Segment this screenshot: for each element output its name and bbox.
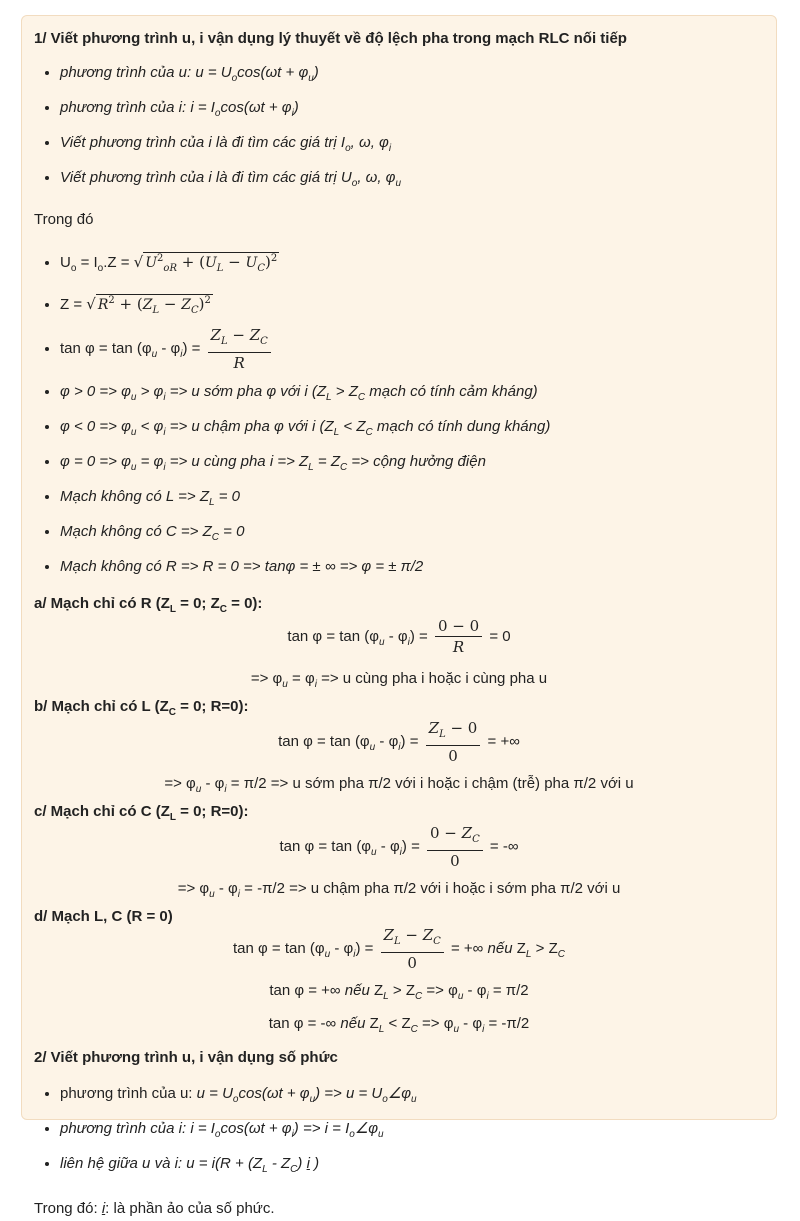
section-c-result: => $\varphi_u - \varphi_i = -\pi/2 => u$ chậm pha π/2 với i hoặc i sớm pha π/2 với u [177, 879, 621, 900]
section-d-case-2: tan φ = -∞ nếu $Z_L < Z_C => \varphi_u - \varphi_i = -\pi/2$ [268, 1014, 530, 1035]
list-item: • Viết phương trình của i là đi tìm các giá trị $I_o$, ω, $\varphi_i$ [60, 128, 764, 163]
section-b-equation: $\tan \varphi = \tan (\varphi_u - \varphi_i)$ = $\frac{Z_L - 0}{0}$ = +∞ [278, 718, 520, 765]
list-item: • liên hệ giữa u và i: $u = i(R + (Z_L - Z_C)$ i ) [60, 1149, 764, 1184]
section-a-equation: $\tan \varphi = \tan (\varphi_u - \varphi_i)$ = $\frac{0 - 0}{R}$ = 0 [287, 617, 511, 657]
list-item: • Mạch không có $L => Z_L = 0$ [60, 482, 764, 517]
formula-list [34, 242, 764, 581]
list-item: • $\tan \varphi = \tan (\varphi_u - \varphi_i)$ = $\frac{Z_L - Z_C}{R}$ [60, 325, 764, 377]
section-b-result: => $\varphi_u - \varphi_i = \pi/2 => u$ sớm pha π/2 với i hoặc i chậm (trễ) pha π/2 với u [164, 774, 634, 795]
section-a-result: => $\varphi_u = \varphi_i => u$ cùng pha i hoặc i cùng pha u [250, 669, 548, 690]
content-card [21, 15, 777, 1217]
list-item: • phương trình của i: $i = I_o\cos(\omega t + \varphi_i) => i$ = $I_o\angle\varphi_u$ [60, 1114, 764, 1149]
heading-2: 2/ Viết phương trình u, i vận dụng số phức [34, 1048, 338, 1066]
section-d-case-1: tan φ = +∞ nếu $Z_L > Z_C => \varphi_u - \varphi_i = \pi/2$ [269, 981, 529, 1002]
section-c-equation: $\tan \varphi = \tan (\varphi_u - \varphi_i)$ = $\frac{0 - Z_C}{0}$ = -∞ [279, 823, 519, 870]
section-c-title: c/ Mạch chỉ có C ($Z_L = 0$; R=0): [34, 802, 249, 823]
equation-list-1 [34, 58, 764, 198]
list-item: • Z = √ $R^2 + (Z_L - Z_C)^2$ [60, 286, 764, 325]
list-item: • Mạch không có R => R = 0 => tanφ = ± ∞ => φ = ± π/2 [60, 552, 764, 581]
section-b-title: b/ Mạch chỉ có L ($Z_C = 0$; R=0): [34, 697, 249, 718]
final-note: Trong đó: i: là phần ảo của số phức. [34, 1199, 275, 1217]
list-item: • $U_o = I_o.Z$ = √ $U^2_{oR} + (U_L - U_C)^2$ [60, 242, 764, 286]
list-item: • $\varphi < 0 => \varphi_u < \varphi_i => u$ chậm pha φ với i ($Z_L < Z_C$ mạch có tính dung kháng) [60, 412, 764, 447]
list-item: • phương trình của u: $u = U_o\cos(\omega t + \varphi_u)$ [60, 58, 764, 93]
list-item: • Viết phương trình của i là đi tìm các giá trị $U_o$, ω, $\varphi_u$ [60, 163, 764, 198]
heading-1: 1/ Viết phương trình u, i vận dụng lý thuyết về độ lệch pha trong mạch RLC nối tiếp [34, 30, 627, 47]
list-item: • phương trình của i: $i = I_o\cos(\omega t + \varphi_i)$ [60, 93, 764, 128]
section-d-equation: $\tan \varphi = \tan (\varphi_u - \varphi_i)$ = $\frac{Z_L - Z_C}{0}$ = +∞ nếu $Z_L > Z_C$ [233, 925, 565, 972]
list-item: • Mạch không có $C => Z_C = 0$ [60, 517, 764, 552]
equation-list-2 [34, 1079, 764, 1184]
list-item: • $\varphi = 0 => \varphi_u = \varphi_i => u$ cùng pha $i => Z_L = Z_C$ => cộng hưởng điện [60, 447, 764, 482]
section-a-title: a/ Mạch chỉ có R ($Z_L = 0$; $Z_C = 0$): [34, 594, 263, 615]
list-item: • $\varphi > 0 => \varphi_u > \varphi_i => u$ sớm pha φ với i ($Z_L > Z_C$ mạch có tính cảm kháng) [60, 377, 764, 412]
list-item: • phương trình của u: $u = U_o\cos(\omega t + \varphi_u) => u$ = $U_o\angle\varphi_u$ [60, 1079, 764, 1114]
section-d-title: d/ Mạch L, C (R = 0) [34, 907, 173, 925]
trong-do-label: Trong đó [34, 211, 94, 228]
